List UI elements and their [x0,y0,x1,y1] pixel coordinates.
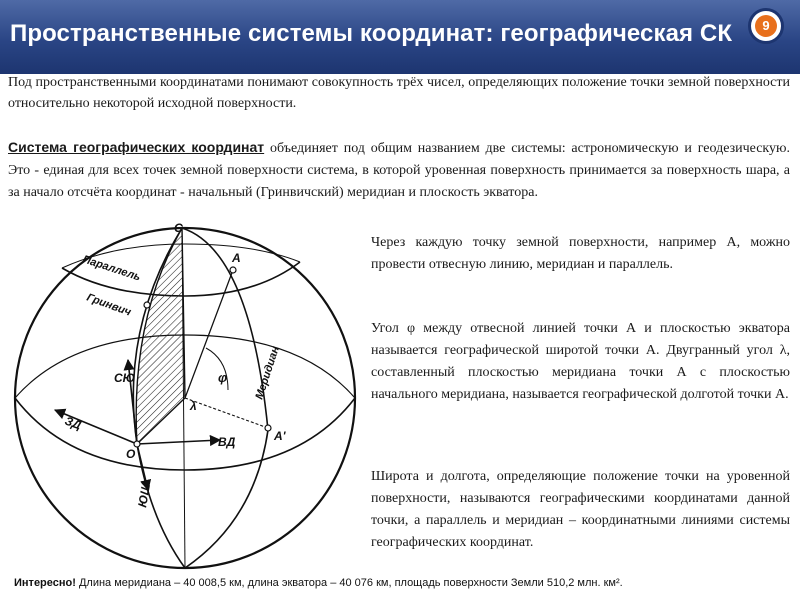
label-point-a-prime: А' [274,429,286,443]
label-west: ЗД [62,413,84,433]
label-parallel: Параллель [81,253,143,284]
label-greenwich: Гринвич [84,291,133,319]
label-south: ЮШ [135,482,154,509]
label-north: С [174,221,183,235]
intro-paragraph: Под пространственными координатами понимают совокупность трёх чисел, определяющих положение точки земной поверхности относительно некоторой исходной поверхности. [8,75,790,111]
fun-fact-footnote [14,577,623,589]
point-greenwich [144,302,150,308]
label-point-a: А [232,251,241,265]
paragraph-plumb-line: Через каждую точку земной поверхности, например А, можно провести отвесную линию, меридиан и параллель. [371,235,790,272]
point-a-prime [265,425,271,431]
page-number-badge [748,8,784,44]
definition-text: объединяет под общим названием две системы: астрономическую и геодезическую. Это - единая для всех точек земной поверхности система, в которой уровенная поверхность принимается за поверхность шара, а за начало отсчёта координат - начальный (Гринвичский) меридиан и плоскость экватора. [8,141,790,200]
globe-diagram [0,218,370,578]
definition-paragraph [8,136,790,204]
radius-a-prime [185,398,268,428]
label-lambda: λ [190,399,197,413]
label-phi: φ [218,370,228,385]
equator-front [15,398,355,470]
paragraph-coordinates: Широта и долгота, определяющие положение точки на уровенной поверхности, называются географическими координатами данной точки, а параллель и меридиан – координатными линиями системы географических координат. [371,469,790,550]
page-title: Пространственные системы координат: географическая СК [10,20,733,47]
paragraph-latitude-longitude: Угол φ между отвесной линией точки А и плоскостью экватора называется географической широтой точки А. Двугранный угол λ, составленный плоскостью меридиана точки А с плоскостью начального меридиана, называется географической долготой точки А. [371,321,790,402]
greenwich-meridian-plane [136,228,185,444]
label-sn: СЮ [114,371,136,385]
footnote-text: Длина меридиана – 40 008,5 км, длина экватора – 40 076 км, площадь поверхности Земли 510,2 млн. км². [75,577,623,589]
label-meridian: Меридиан [253,344,282,401]
point-a [230,267,236,273]
east-arrow [137,440,220,444]
footnote-lead: Интересно! [14,577,76,589]
title-bar [0,0,800,74]
label-east: ВД [218,435,236,449]
page-number: 9 [755,15,777,37]
label-origin: О [126,447,136,461]
definition-term: Система географических координат [8,139,265,155]
